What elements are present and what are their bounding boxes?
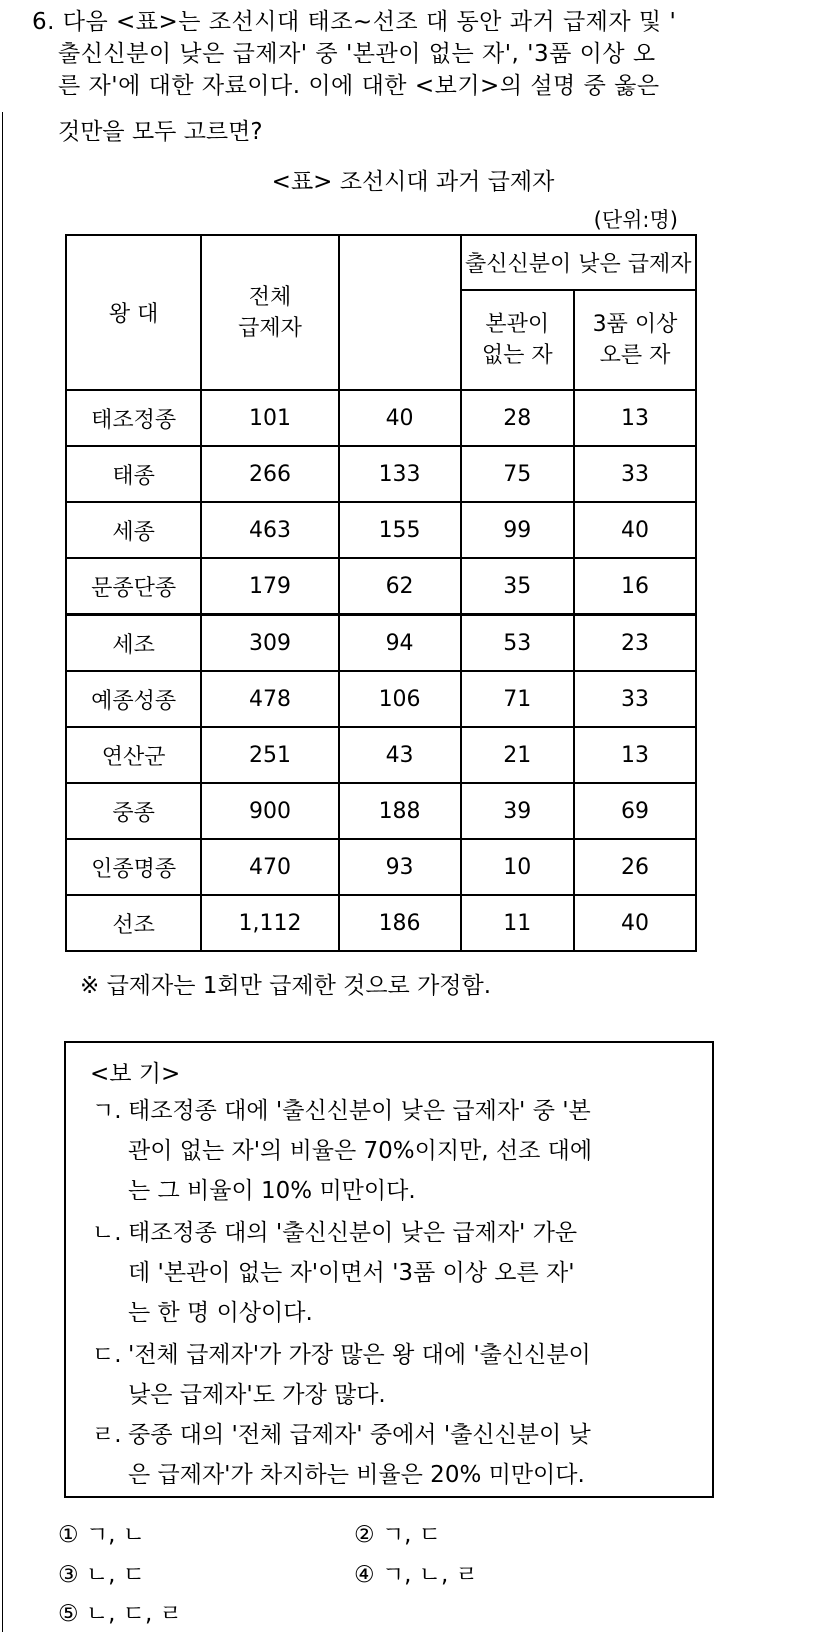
option-5[interactable]: ⑤ ㄴ, ㄷ, ㄹ: [58, 1601, 182, 1627]
table-row: 세종 463 155 99 40: [66, 502, 696, 558]
question-line-2: 출신신분이 낮은 급제자' 중 '본관이 없는 자', '3품 이상 오: [58, 41, 656, 67]
table-row: 예종성종 478 106 71 33: [66, 671, 696, 727]
table-row: 세조 309 94 53 23: [66, 615, 696, 672]
table-row: 문종단종 179 62 35 16: [66, 558, 696, 615]
bogi-item-nieun: ㄴ. 태조정종 대의 '출신신분이 낮은 급제자' 가운 데 '본관이 없는 자'이면서 '3품 이상 오른 자' 는 한 명 이상이다.: [92, 1213, 702, 1333]
table-row: 태종 266 133 75 33: [66, 446, 696, 502]
bogi-mark: ㄱ.: [92, 1098, 122, 1124]
table-row: 태조정종 101 40 28 13: [66, 390, 696, 446]
option-2[interactable]: ② ㄱ, ㄷ: [354, 1522, 441, 1548]
bogi-title: <보 기>: [90, 1061, 181, 1087]
option-4[interactable]: ④ ㄱ, ㄴ, ㄹ: [354, 1562, 478, 1588]
option-1[interactable]: ① ㄱ, ㄴ: [58, 1522, 145, 1548]
bogi-item-digeut: ㄷ. '전체 급제자'가 가장 많은 왕 대에 '출신신분이 낮은 급제자'도 가장 많다.: [92, 1335, 702, 1415]
header-rank3: 3품 이상 오른 자: [574, 290, 696, 390]
bogi-item-giyeok: ㄱ. 태조정종 대에 '출신신분이 낮은 급제자' 중 '본 관이 없는 자'의 비율은 70%이지만, 선조 대에 는 그 비율이 10% 미만이다.: [92, 1091, 702, 1211]
bogi-mark: ㄴ.: [92, 1220, 122, 1246]
bogi-mark: ㄷ.: [92, 1342, 122, 1368]
table-row: 연산군 251 43 21 13: [66, 727, 696, 783]
option-3[interactable]: ③ ㄴ, ㄷ: [58, 1562, 145, 1588]
table-title: <표> 조선시대 과거 급제자: [271, 169, 555, 195]
question-stem: [32, 6, 812, 102]
header-no-bongwan: 본관이 없는 자: [461, 290, 575, 390]
page-left-rule: [2, 112, 3, 1632]
table-row: 중종 900 188 39 69: [66, 783, 696, 839]
question-line-3: 른 자'에 대한 자료이다. 이에 대한 <보기>의 설명 중 옳은: [58, 73, 660, 99]
question-number: 6.: [32, 9, 55, 35]
bogi-box: [64, 1041, 714, 1498]
table-unit: (단위:명): [593, 208, 678, 232]
table-row: 선조 1,112 186 11 40: [66, 895, 696, 951]
table-header-row: [66, 235, 696, 290]
bogi-item-rieul: ㄹ. 중종 대의 '전체 급제자' 중에서 '출신신분이 낮 은 급제자'가 차지하는 비율은 20% 미만이다.: [92, 1415, 702, 1495]
question-line-1: 6. 다음 <표>는 조선시대 태조~선조 대 동안 과거 급제자 및 ': [32, 9, 677, 35]
data-table: [65, 234, 697, 952]
bogi-mark: ㄹ.: [92, 1422, 122, 1448]
table-row: 인종명종 470 93 10 26: [66, 839, 696, 895]
header-total: 전체 급제자: [201, 235, 338, 390]
header-low-origin: 출신신분이 낮은 급제자: [461, 235, 697, 290]
table-note: ※ 급제자는 1회만 급제한 것으로 가정함.: [80, 973, 492, 999]
header-king: 왕 대: [66, 235, 201, 390]
question-line-4: 것만을 모두 고르면?: [58, 119, 263, 145]
header-low-blank: [339, 235, 461, 390]
